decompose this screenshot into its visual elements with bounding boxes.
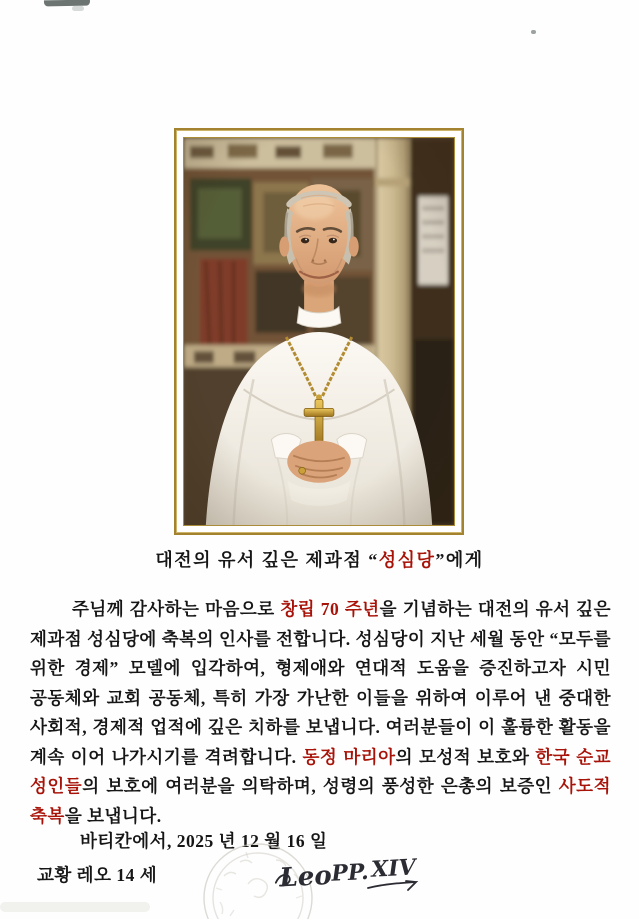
signature-numeral: XIV: [370, 854, 417, 883]
highlighted-text: 동정 마리아: [302, 746, 396, 767]
signature-name: Leo: [278, 860, 333, 894]
photo-frame: [174, 128, 464, 535]
highlighted-text: 사도적 축복: [30, 776, 611, 826]
plain-text: 의 모성적 보호와: [395, 746, 536, 767]
highlighted-text: 창립 70 주년: [280, 599, 380, 619]
letter-body: [30, 595, 611, 831]
plain-text: 주님께 감사하는 마음으로: [72, 599, 281, 619]
plain-text: 을 기념하는 대전의 유서 깊은 제과점 성심당에 축복의 인사를 전합니다. 성심당이 지난 세월 동안 “모두를 위한 경제” 모델에 입각하여, 형제애와 연대적 도움을 증진하고자 시민 공동체와 교회 공동체, 특히 가장 가난한 이들을 위하여 이루어 낸 중대한 사회적, 경제적 업적에 깊은 치하를 보냅니다. 여러분들이 이 훌륭한 활동을 계속 이어 나가시기를 격려합니다.: [30, 599, 611, 767]
date-line: 바티칸에서, 2025 년 12 월 16 일: [80, 831, 328, 851]
scan-streak: [0, 902, 150, 912]
plain-text: 의 보호에 여러분을 의탁하며, 성령의 풍성한 은총의 보증인: [82, 776, 559, 796]
plain-text: ”에게: [435, 550, 484, 570]
signature-title: PP.: [330, 858, 370, 887]
scan-smudge: [72, 6, 84, 11]
scan-speck: [531, 30, 536, 34]
papal-signature: [270, 852, 440, 912]
pope-leo-xiv-portrait: [183, 137, 455, 526]
scan-smudge: [44, 0, 90, 6]
signoff-pope-leo: 교황 레오 14 세: [37, 865, 158, 885]
plain-text: 을 보냅니다.: [64, 805, 162, 826]
photo-caption: [0, 546, 639, 572]
highlighted-text: 성심당: [378, 550, 436, 570]
highlighted-text: 한국 순교 성인들: [30, 746, 612, 796]
plain-text: 대전의 유서 깊은 제과점 “: [155, 550, 379, 570]
